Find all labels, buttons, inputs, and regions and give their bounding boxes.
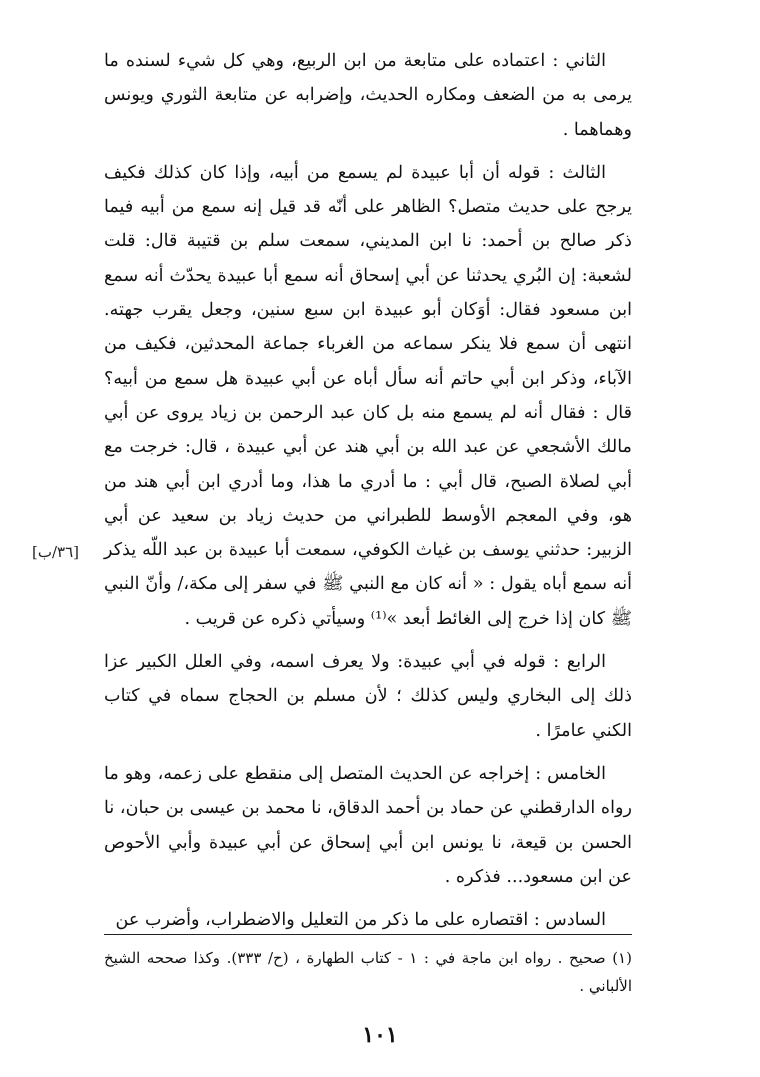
paragraph-fourth: الرابع : قوله في أبي عبيدة: ولا يعرف اسمه، وفي العلل الكبير عزا ذلك إلى البخاري وليس كذلك ؛ لأن مسلم بن الحجاج سماه في كتاب الكني عامرًا . xyxy=(104,652,632,741)
paragraph-second: الثاني : اعتماده على متابعة من ابن الربيع، وهي كل شيء لسنده ما يرمى به من الضعف ومكاره الحديث، وإضرابه عن متابعة الثوري ويونس وهماهما . xyxy=(104,51,632,140)
footnote-divider xyxy=(104,934,632,935)
footnote-text: (١) صحيح . رواه ابن ماجة في : ١ - كتاب الطهارة ، (ح/ ٣٣٣). وكذا صححه الشيخ الألباني . xyxy=(104,949,632,995)
main-text xyxy=(104,44,632,937)
paragraph-fifth: الخامس : إخراجه عن الحديث المتصل إلى منقطع على زعمه، وهو ما رواه الدارقطني عن حماد بن أحمد الدقاق، نا محمد بن عيسى بن حبان، نا الحسن بن قيعة، نا يونس ابن أبي إسحاق عن أبي عبيدة وأبي الأحوص عن ابن مسعود... فذكره . xyxy=(104,763,632,887)
paragraph-third: الثالث : قوله أن أبا عبيدة لم يسمع من أبيه، وإذا كان كذلك فكيف يرجح على حديث متصل؟ الظاهر على أنّه قد قيل إنه سمع من أبيه فيما ذكر صالح بن أحمد: نا ابن المديني، سمعت سلم بن قتيبة قال: قلت لشعبة: إن البُري يحدثنا عن أبي إسحاق أنه سمع أبا عبيدة يحدّث أنه سمع ابن مسعود فقال: أوَكان أبو عبيدة ابن سبع سنين، وجعل يقرب جهته. انتهى أن سمع فلا ينكر سماعه من الغرباء جماعة المحدثين، فكيف من الآباء، وذكر ابن أبي حاتم أنه سأل أباه عن أبي عبيدة هل سمع من أبيه؟ قال : فقال أنه لم يسمع منه بل كان عبد الرحمن بن زياد يروى عن أبي مالك الأشجعي عن عبد الله بن أبي هند عن أبي عبيدة ، قال: خرجت مع أبي لصلاة الصبح، قال أبي : ما أدري ما هذا، وما أدري ابن أبي هند من هو، وفي المعجم الأوسط للطبراني من حديث زياد بن سعيد عن أبي الزبير: حدثني يوسف بن غياث الكوفي، سمعت أبا عبيدة بن عبد اللّه يذكر أنه سمع أباه يقول : « أنه كان مع النبي ﷺ في سفر إلى مكة،/ وأنّ النبي ﷺ كان إذا خرج إلى الغائط أبعد »⁽¹⁾ وسيأتي ذكره عن قريب . xyxy=(104,162,632,629)
page-number: ١٠١ xyxy=(362,1022,398,1048)
paragraph-sixth: السادس : اقتصاره على ما ذكر من التعليل والاضطراب، وأضرب عن xyxy=(115,910,606,931)
manuscript-folio-marker: [٣٦/ب] xyxy=(32,543,80,561)
footnote xyxy=(104,944,632,1000)
